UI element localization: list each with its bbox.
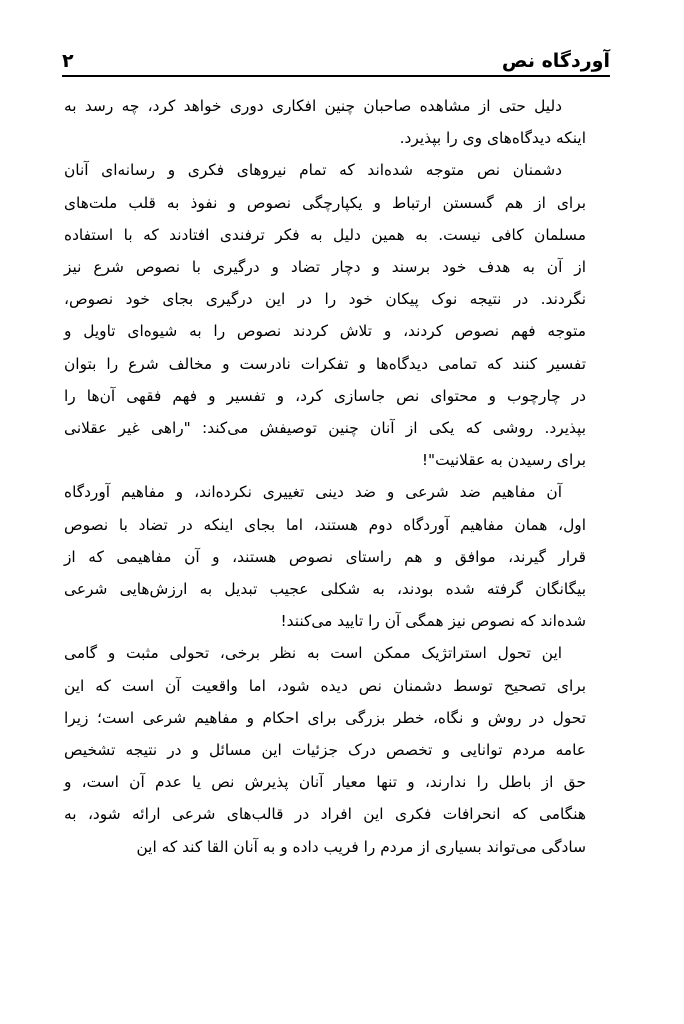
- text-line: آن مفاهیم ضد شرعی و ضد دینی تغییری نکرده‌اند، و مفاهیم آوردگاه: [64, 483, 562, 502]
- paragraph: [64, 154, 610, 476]
- text-line: بپذیرد. روشی که یکی از آنان چنین توصیفش می‌کند: "راهی غیر عقلانی: [64, 419, 586, 438]
- text-line: شده‌اند که نصوص نیز همگی آن را تایید می‌کنند!: [280, 612, 586, 631]
- text-line: عامه مردم توانایی و تخصص درک جزئیات این مسائل و در نتیجه تشخیص: [64, 741, 586, 760]
- text-line: از آن به هدف خود برسند و دچار تضاد و درگیری با نصوص شرع نیز: [64, 258, 586, 277]
- text-line: قرار گیرند، موافق و هم راستای نصوص هستند، و آن مفاهیمی که از: [64, 547, 586, 566]
- text-line: مسلمان کافی نیست. به همین دلیل به فکر ترفندی افتادند که با استفاده: [64, 225, 586, 244]
- text-line: برای تصحیح توسط دشمنان نص دیده شود، اما واقعیت آن است که این: [64, 676, 586, 695]
- text-line: برای رسیدن به عقلانیت"!: [421, 451, 586, 470]
- text-line: تحول در روش و نگاه، خطر بزرگی برای احکام و مفاهیم شرعی است؛ زیرا: [64, 708, 586, 727]
- text-line: دشمنان نص متوجه شده‌اند که تمام نیروهای فکری و رسانه‌ای آنان: [64, 161, 562, 180]
- text-line: اول، همان مفاهیم آوردگاه دوم هستند، اما بجای اینکه در تضاد با نصوص: [64, 515, 586, 534]
- text-line: متوجه فهم نصوص کردند، و تلاش کردند نصوص را به شیوه‌ای تاویل و: [64, 322, 586, 341]
- text-line: هنگامی که انحرافات فکری این افراد در قالب‌های شرعی ارائه شود، به: [64, 805, 586, 824]
- paragraph: [64, 90, 610, 154]
- text-line: اینکه دیدگاه‌های وی را بپذیرد.: [399, 129, 586, 148]
- page-number: ۲: [62, 50, 74, 72]
- text-line: بیگانگان گرفته شده بودند، به شکلی عجیب تبدیل به ارزش‌هایی شرعی: [64, 580, 586, 599]
- text-line: در چارچوب و محتوای نص جاسازی کرد، و تفسیر و فهم فقهی آن‌ها را: [64, 386, 586, 405]
- text-line: برای از هم گسستن ارتباط و یکپارچگی نصوص و نفوذ به قلب ملت‌های: [64, 193, 586, 212]
- paragraph: [64, 637, 610, 862]
- running-title: آوردگاه نص: [501, 50, 610, 72]
- text-line: سادگی می‌تواند بسیاری از مردم را فریب داده و به آنان القا کند که این: [136, 837, 586, 856]
- text-line: تفسیر کنند که تمامی دیدگاه‌ها و تفکرات نادرست و مخالف شرع را بتوان: [64, 354, 586, 373]
- header-rule: [62, 75, 610, 77]
- body-text: [64, 90, 610, 863]
- text-line: این تحول استراتژیک ممکن است به نظر برخی، تحولی مثبت و گامی: [64, 644, 562, 663]
- paragraph: [64, 476, 610, 637]
- text-line: دلیل حتی از مشاهده صاحبان چنین افکاری دوری خواهد کرد، چه رسد به: [64, 97, 562, 115]
- text-line: نگردند. در نتیجه نوک پیکان خود را در این درگیری بجای خود نصوص،: [64, 290, 586, 309]
- text-line: حق از باطل را ندارند، و تنها معیار آنان پذیرش نص یا عدم آن است، و: [64, 773, 586, 792]
- page-header: [62, 34, 610, 72]
